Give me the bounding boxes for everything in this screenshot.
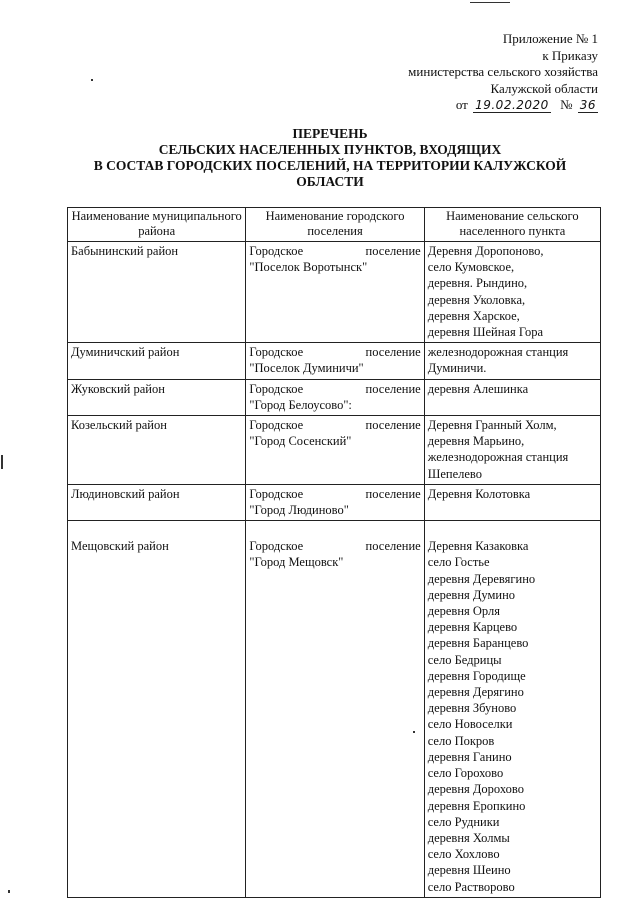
table-row	[68, 484, 601, 520]
locality-item: село Растворово	[427, 879, 515, 894]
locality-item: деревня Шейная Гора	[427, 325, 544, 340]
scan-dot	[413, 731, 415, 733]
table-row	[68, 242, 601, 343]
settlement-name: "Город Людиново"	[249, 503, 349, 518]
title-line-4: ОБЛАСТИ	[296, 174, 364, 189]
locality-cell	[424, 343, 600, 379]
settlement-type	[249, 381, 420, 397]
locality-item: деревня Уколовка,	[427, 292, 526, 307]
table-row	[68, 343, 601, 379]
locality-cell	[424, 379, 600, 415]
date-prefix: от	[455, 97, 468, 112]
locality-item: деревня Холмы	[427, 830, 510, 845]
locality-item: Шепелево	[427, 466, 482, 481]
settlement-type-word: поселение	[365, 418, 421, 433]
order-date: 19.02.2020	[475, 98, 549, 112]
district-cell: Жуковский район	[68, 379, 246, 415]
table-body	[68, 242, 601, 898]
locality-item: деревня Алешинка	[427, 381, 529, 396]
locality-item: деревня Деревягино	[427, 571, 536, 586]
order-number: 36	[579, 98, 596, 112]
appendix-label: Приложение № 1	[502, 31, 598, 46]
locality-cell	[424, 484, 600, 520]
table-row	[68, 521, 601, 897]
order-date-line	[338, 97, 598, 114]
locality-item: село Бедрицы	[427, 652, 502, 667]
settlement-type	[249, 538, 420, 554]
settlement-type	[249, 243, 420, 259]
region-label: Калужской области	[490, 80, 598, 96]
settlement-cell	[246, 521, 424, 897]
approval-block	[338, 31, 598, 114]
settlement-type-word: поселение	[365, 244, 421, 258]
settlement-type-word: поселение	[365, 345, 421, 360]
settlement-type-word: Городское	[249, 418, 304, 433]
locality-item: деревня Шеино	[427, 863, 511, 878]
locality-item: Думиничи.	[427, 361, 487, 376]
locality-item: деревня Марьино,	[427, 434, 525, 449]
ministry-label: министерства сельского хозяйства	[408, 64, 598, 79]
title-line-2: СЕЛЬСКИХ НАСЕЛЕННЫХ ПУНКТОВ, ВХОДЯЩИХ	[158, 142, 502, 157]
locality-item: деревня Ганино	[427, 749, 512, 764]
locality-item: село Новоселки	[427, 717, 513, 732]
locality-item: село Горохово	[427, 766, 504, 781]
district-cell: Людиновский район	[68, 484, 246, 520]
settlement-name: "Поселок Воротынск"	[249, 260, 368, 275]
settlement-type-word: поселение	[365, 486, 421, 501]
settlement-type	[249, 417, 420, 433]
locality-item: деревня Харское,	[427, 308, 520, 323]
settlement-type-word: Городское	[249, 486, 304, 501]
locality-item: село Гостье	[427, 555, 490, 570]
settlement-cell	[246, 343, 424, 379]
table-header-row	[68, 208, 601, 242]
locality-item: деревня Збуново	[427, 701, 517, 716]
title-line-3: В СОСТАВ ГОРОДСКИХ ПОСЕЛЕНИЙ, НА ТЕРРИТОРИИ КАЛУЖСКОЙ	[93, 158, 567, 173]
settlement-type-word: Городское	[249, 539, 304, 554]
settlement-name: "Поселок Думиничи"	[249, 361, 364, 376]
locality-cell	[424, 521, 600, 897]
settlement-type-word: Городское	[249, 381, 304, 396]
locality-item: Деревня Гранный Холм,	[427, 418, 557, 433]
locality-item: деревня Карцево	[427, 620, 518, 635]
locality-item: Деревня Доропоново,	[427, 244, 544, 258]
title-line-1: ПЕРЕЧЕНЬ	[292, 126, 368, 141]
settlement-name: "Город Белоусово":	[249, 397, 352, 412]
district-cell: Козельский район	[68, 416, 246, 485]
locality-item: село Хохлово	[427, 847, 500, 862]
settlement-cell	[246, 242, 424, 343]
locality-cell	[424, 242, 600, 343]
locality-item: деревня Городище	[427, 668, 526, 683]
settlement-type-word: поселение	[365, 381, 421, 396]
settlement-type	[249, 486, 420, 502]
scan-dot	[8, 890, 10, 893]
settlements-table	[67, 207, 601, 898]
district-cell: Думиничский район	[68, 343, 246, 379]
settlement-type	[249, 344, 420, 360]
locality-item: железнодорожная станция	[427, 345, 569, 360]
table-row	[68, 379, 601, 415]
order-label: к Приказу	[542, 47, 598, 63]
locality-item: деревня Дорохово	[427, 782, 524, 797]
locality-item: деревня Дерягино	[427, 685, 524, 700]
header-settlement: Наименование городского поселения	[246, 208, 424, 242]
district-cell: Мещовский район	[68, 521, 246, 897]
header-district: Наименование муниципального района	[68, 208, 246, 242]
settlement-type-word: Городское	[249, 345, 304, 360]
settlement-name: "Город Мещовск"	[249, 555, 344, 570]
scan-mark	[470, 2, 510, 3]
table-row	[68, 416, 601, 485]
locality-item: деревня Баранцево	[427, 636, 529, 651]
document-title	[60, 126, 600, 190]
header-locality: Наименование сельского населенного пункта	[424, 208, 600, 242]
locality-item: Деревня Казаковка	[427, 539, 529, 554]
locality-item: село Кумовское,	[427, 260, 515, 275]
scan-dot	[91, 79, 93, 81]
locality-item: деревня Еропкино	[427, 798, 526, 813]
locality-item: Деревня Колотовка	[427, 486, 531, 501]
settlement-cell	[246, 416, 424, 485]
locality-cell	[424, 416, 600, 485]
locality-item: село Рудники	[427, 814, 500, 829]
locality-item: деревня Орля	[427, 604, 500, 619]
locality-item: деревня Думино	[427, 587, 516, 602]
locality-item: деревня. Рындино,	[427, 276, 528, 291]
settlement-cell	[246, 379, 424, 415]
locality-item: железнодорожная станция	[427, 450, 569, 465]
settlement-type-word: поселение	[365, 539, 421, 554]
settlement-cell	[246, 484, 424, 520]
district-cell: Бабынинский район	[68, 242, 246, 343]
number-label: №	[560, 97, 573, 112]
settlement-type-word: Городское	[249, 244, 304, 258]
locality-item: село Покров	[427, 733, 495, 748]
scan-mark	[1, 455, 3, 469]
settlement-name: "Город Сосенский"	[249, 434, 352, 449]
